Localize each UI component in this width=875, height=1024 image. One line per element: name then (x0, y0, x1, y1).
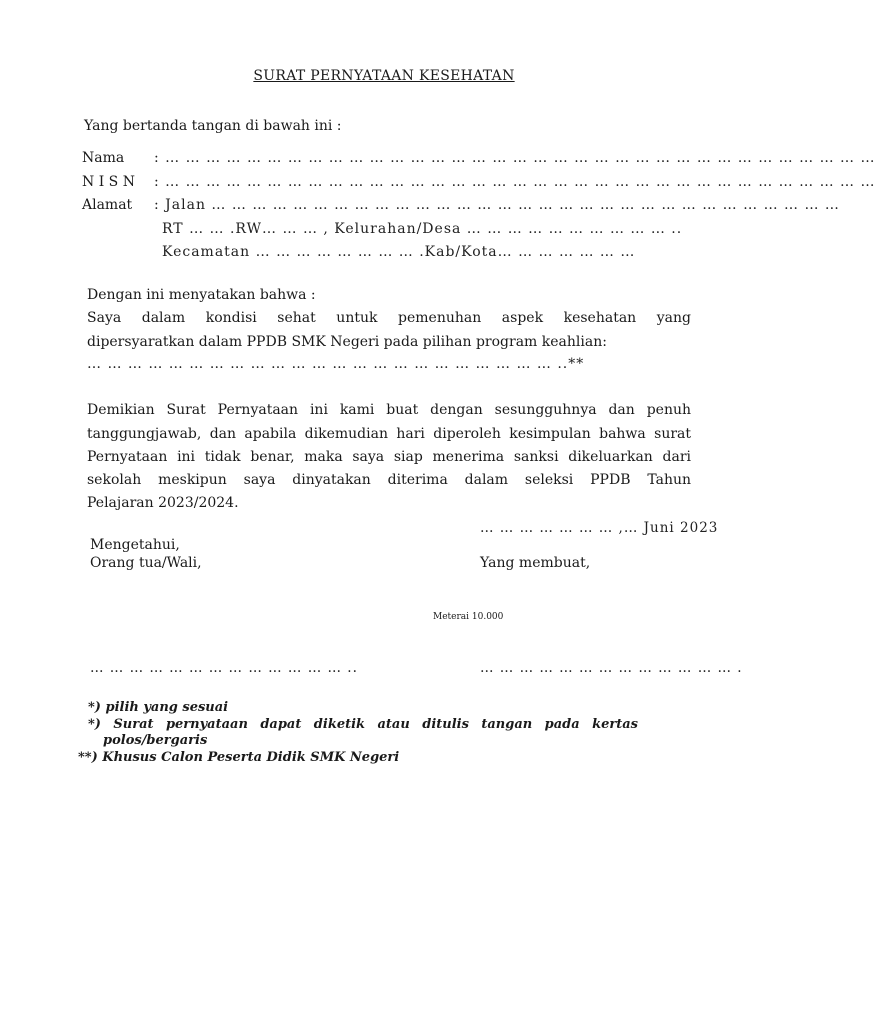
alamat-rt-rw-field: RT … … .RW… … … , Kelurahan/Desa … … … … … … … … … … .. (162, 221, 683, 237)
stamp-duty-label: Meterai 10.000 (433, 612, 504, 622)
signer-label: Yang membuat, (480, 555, 591, 571)
closing-line: sekolah meskipun saya dinyatakan diterima dalam seleksi PPDB Tahun (87, 472, 691, 488)
mengetahui-label: Mengetahui, (90, 537, 180, 553)
intro-text: Yang bertanda tangan di bawah ini : (84, 118, 342, 134)
nisn-label: N I S N (82, 174, 135, 190)
closing-line: Pelajaran 2023/2024. (87, 495, 239, 511)
parent-signature-line: … … … … … … … … … … … … … .. (90, 660, 358, 676)
signer-signature-line: … … … … … … … … … … … … … . (480, 660, 743, 676)
closing-line: Pernyataan ini tidak benar, maka saya siap menerima sanksi dikeluarkan dari (87, 449, 691, 465)
nisn-field: : … … … … … … … … … … … … … … … … … … … … … … … … … … … … … … … … … … … (154, 174, 875, 190)
statement-intro: Dengan ini menyatakan bahwa : (87, 287, 316, 303)
statement-line: dipersyaratkan dalam PPDB SMK Negeri pada pilihan program keahlian: (87, 334, 607, 350)
footnote: **) Khusus Calon Peserta Didik SMK Negeri (78, 750, 400, 765)
statement-line: Saya dalam kondisi sehat untuk pemenuhan aspek kesehatan yang (87, 310, 691, 326)
footnote: polos/bergaris (103, 733, 208, 748)
program-field: … … … … … … … … … … … … … … … … … … … … … … … ..** (87, 356, 585, 372)
nama-label: Nama (82, 150, 125, 166)
document-title: SURAT PERNYATAAN KESEHATAN (253, 68, 515, 84)
closing-line: Demikian Surat Pernyataan ini kami buat dengan sesungguhnya dan penuh (87, 402, 691, 418)
parent-label: Orang tua/Wali, (90, 555, 202, 571)
date-line: … … … … … … … ,… Juni 2023 (480, 520, 719, 536)
nama-field: : … … … … … … … … … … … … … … … … … … … … … … … … … … … … … … … … … … … (154, 150, 875, 166)
alamat-jalan-field: : Jalan … … … … … … … … … … … … … … … … … … … … … … … … … … … … … … … (154, 197, 840, 213)
closing-line: tanggungjawab, dan apabila dikemudian hari diperoleh kesimpulan bahwa surat (87, 426, 691, 442)
alamat-kecamatan-field: Kecamatan … … … … … … … … .Kab/Kota… … … … … … … (162, 244, 636, 260)
footnote: *) Surat pernyataan dapat diketik atau ditulis tangan pada kertas (88, 717, 638, 732)
alamat-label: Alamat (82, 197, 133, 213)
footnote: *) pilih yang sesuai (88, 700, 229, 715)
